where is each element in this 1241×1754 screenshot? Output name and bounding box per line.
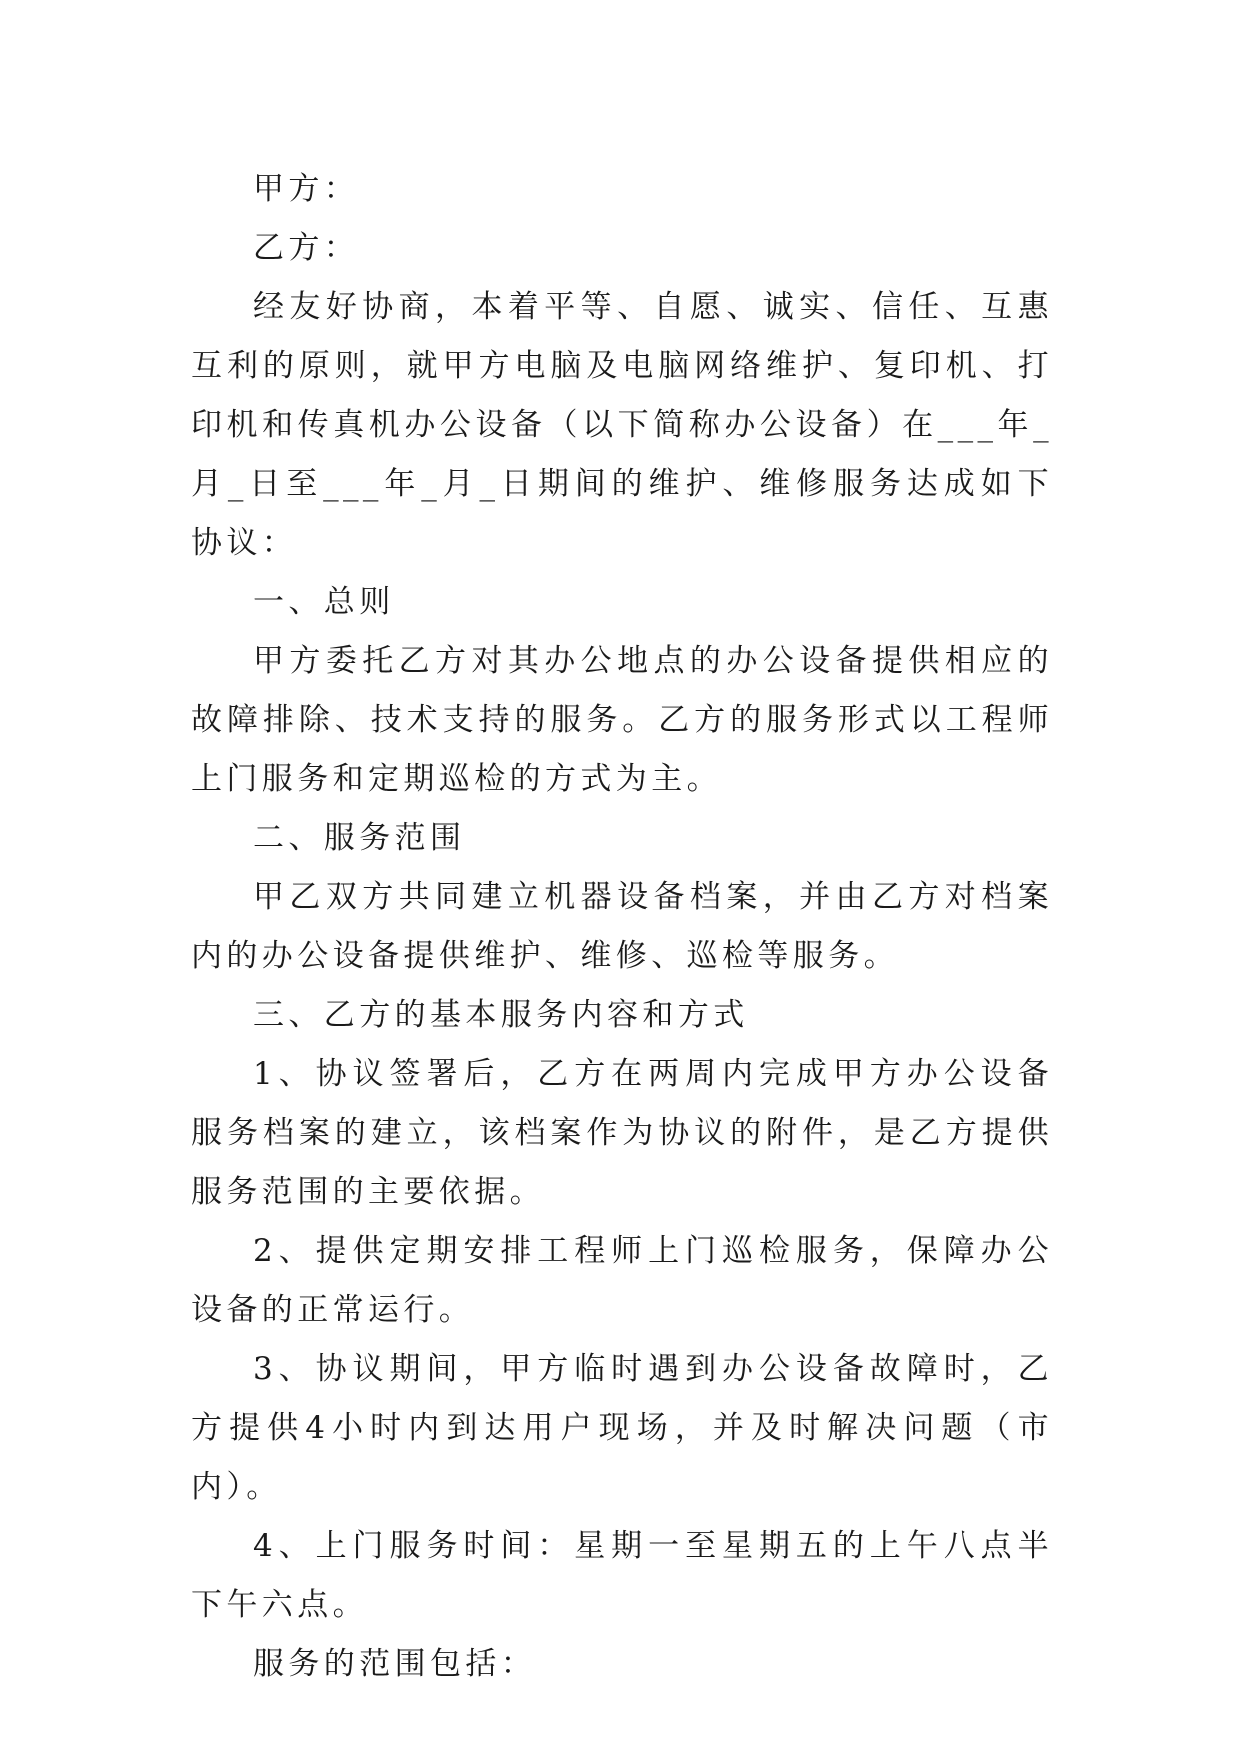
- preamble-paragraph: 经友好协商，本着平等、自愿、诚实、信任、互惠互利的原则，就甲方电脑及电脑网络维护、复印机、打印机和传真机办公设备（以下简称办公设备）在___年_月_日至___年_月_日期间的维护、维修服务达成如下协议：: [191, 289, 1053, 561]
- service-range-line: 服务的范围包括：: [253, 1646, 537, 1682]
- service-item-3: 3、协议期间，甲方临时遇到办公设备故障时，乙方提供4小时内到达用户现场，并及时解决问题（市内）。: [191, 1351, 1053, 1505]
- service-item-4: 4、上门服务时间：星期一至星期五的上午八点半下午六点。: [191, 1528, 1053, 1623]
- service-item-1: 1、协议签署后，乙方在两周内完成甲方办公设备服务档案的建立，该档案作为协议的附件，是乙方提供服务范围的主要依据。: [191, 1056, 1053, 1210]
- service-item-2: 2、提供定期安排工程师上门巡检服务，保障办公设备的正常运行。: [191, 1233, 1053, 1328]
- scope-paragraph: 甲乙双方共同建立机器设备档案，并由乙方对档案内的办公设备提供维护、维修、巡检等服务。: [191, 879, 1053, 974]
- section-heading-general: 一、总则: [253, 584, 395, 620]
- party-b-line: 乙方：: [253, 230, 360, 266]
- party-a-line: 甲方：: [253, 171, 360, 207]
- section-heading-scope: 二、服务范围: [253, 820, 466, 856]
- general-paragraph: 甲方委托乙方对其办公地点的办公设备提供相应的故障排除、技术支持的服务。乙方的服务形式以工程师上门服务和定期巡检的方式为主。: [191, 643, 1053, 797]
- document-body: [191, 160, 1053, 1694]
- section-heading-services: 三、乙方的基本服务内容和方式: [253, 997, 749, 1033]
